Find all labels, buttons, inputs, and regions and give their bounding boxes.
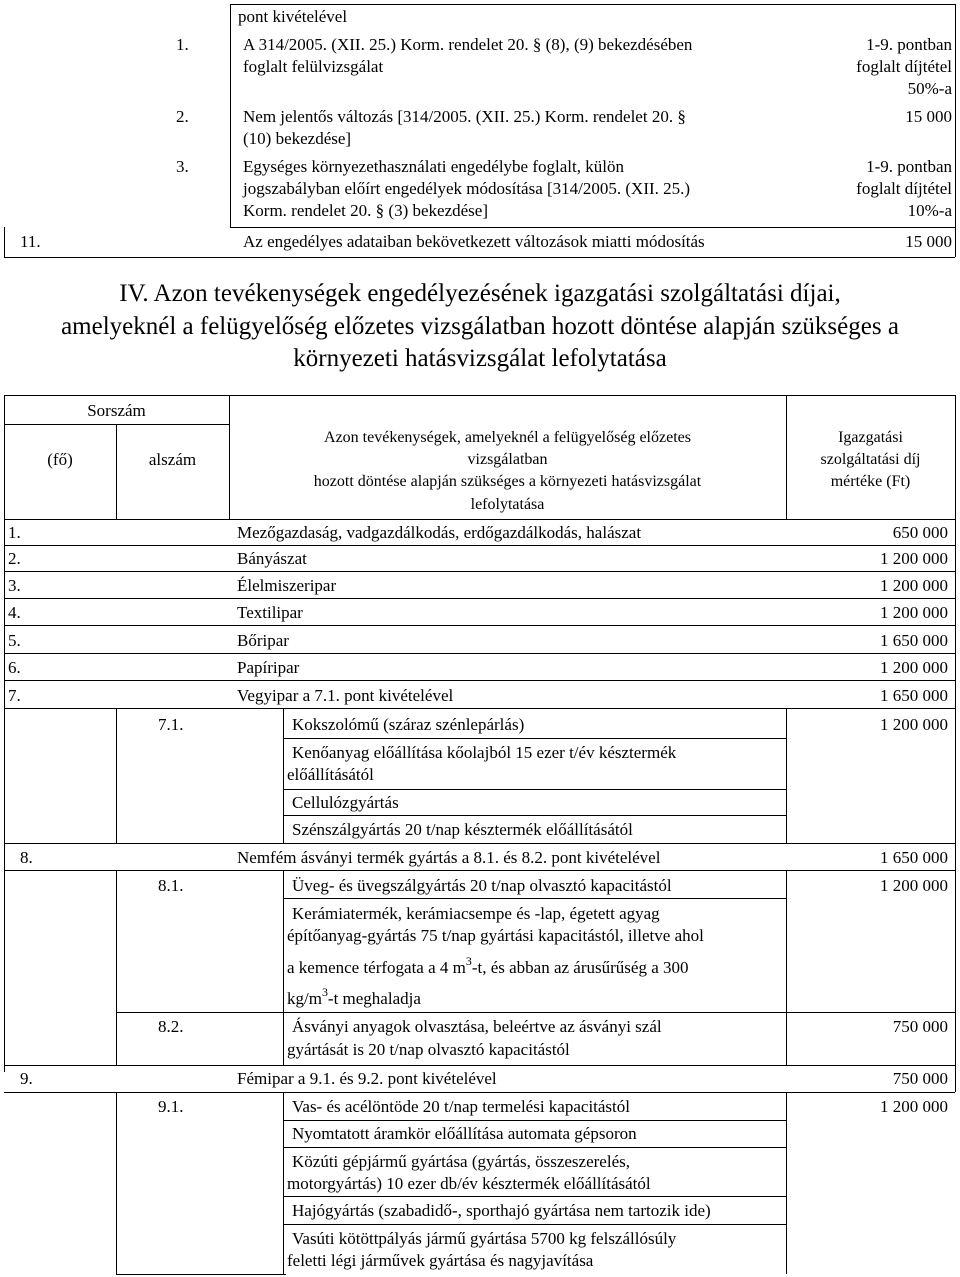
table-border xyxy=(4,708,955,709)
table-border xyxy=(4,843,955,844)
sub-item: feletti légi járművek gyártása és nagyjavítása xyxy=(287,1251,594,1270)
table-border xyxy=(283,1224,786,1225)
row-text: Fémipar a 9.1. és 9.2. pont kivételével xyxy=(237,1069,497,1088)
table-border xyxy=(283,1120,786,1121)
sub-item: építőanyag-gyártás 75 t/nap gyártási kapacitástól, illetve ahol xyxy=(287,926,704,945)
row-number: 9. xyxy=(20,1069,33,1088)
header-description: lefolytatása xyxy=(470,496,545,513)
row-text: Élelmiszeripar xyxy=(237,576,337,595)
table-border xyxy=(116,708,117,843)
sub-number: 7.1. xyxy=(158,715,184,734)
row-text: Nemfém ásványi termék gyártás a 8.1. és 8.2. pont kivételével xyxy=(237,848,661,867)
table-border xyxy=(4,870,955,871)
sub-item: Vasúti kötöttpályás jármű gyártása 5700 kg felszállósúly xyxy=(292,1229,677,1248)
row-fee: 50%-a xyxy=(907,79,952,98)
sub-item: Cellulózgyártás xyxy=(292,793,399,812)
row-text: Egységes környezethasználati engedélybe foglalt, külön xyxy=(243,157,624,176)
row-fee: 1 650 000 xyxy=(880,686,948,705)
table-border xyxy=(4,395,5,1072)
sub-item: a kemence térfogata a 4 $m^3-t$, és abban az árusűrűség a 300 xyxy=(287,954,689,977)
row-text: A 314/2005. (XII. 25.) Korm. rendelet 20. § (8), (9) bekezdésében xyxy=(243,35,693,54)
sub-item: Kokszolómű (száraz szénlepárlás) xyxy=(292,715,525,734)
table-border xyxy=(283,898,786,899)
header-description: hozott döntése alapján szükséges a környezeti hatásvizsgálat xyxy=(313,473,702,490)
row-fee: 10%-a xyxy=(907,201,952,220)
row-fee: 1 650 000 xyxy=(880,631,948,650)
sub-item: Üveg- és üvegszálgyártás 20 t/nap olvasztó kapacitástól xyxy=(292,876,672,895)
table-border xyxy=(283,870,284,1065)
header-fee: mértéke (Ft) xyxy=(830,473,911,490)
heading-line: amelyeknél a felügyelőség előzetes vizsgálatban hozott döntése alapján szükséges a xyxy=(61,313,899,340)
row-fee: 15 000 xyxy=(905,107,952,126)
table-border xyxy=(116,870,117,1065)
table-border xyxy=(4,1092,955,1093)
table-border xyxy=(4,395,955,396)
table-border xyxy=(4,571,955,572)
table-border xyxy=(283,815,786,816)
sub-number: 8.1. xyxy=(158,876,184,895)
table-border xyxy=(116,1092,117,1274)
top-table-border xyxy=(955,227,956,257)
header-fee: Igazgatási xyxy=(838,429,903,446)
row-fee: 650 000 xyxy=(892,523,948,542)
row-fee: 1 200 000 xyxy=(880,549,948,568)
table-border xyxy=(4,519,955,520)
table-border xyxy=(4,545,955,546)
row-number: 4. xyxy=(8,603,21,622)
row-number: 3. xyxy=(8,576,21,595)
row-fee: 750 000 xyxy=(892,1017,948,1036)
table-border xyxy=(4,1065,955,1066)
top-table-border xyxy=(230,4,955,5)
row-number: 11. xyxy=(20,232,41,251)
table-border xyxy=(283,1147,786,1148)
sub-item: előállításától xyxy=(287,765,374,784)
sub-item: Ásványi anyagok olvasztása, beleértve az ásványi szál xyxy=(292,1017,662,1036)
top-table-border xyxy=(230,4,231,227)
row-text: Az engedélyes adataiban bekövetkezett változások miatti módosítás xyxy=(243,232,705,251)
row-fee: 1-9. pontban xyxy=(866,157,952,176)
row-text: Nem jelentős változás [314/2005. (XII. 25.) Korm. rendelet 20. § xyxy=(243,107,686,126)
row-text: Bőripar xyxy=(237,631,289,650)
row-number: 5. xyxy=(8,631,21,650)
table-border xyxy=(4,653,955,654)
table-border xyxy=(283,708,284,843)
header-sorszam: Sorszám xyxy=(87,401,146,420)
top-table-border xyxy=(230,227,955,228)
row-number: 3. xyxy=(176,157,189,176)
row-text: Vegyipar a 7.1. pont kivételével xyxy=(237,686,454,705)
row-fee: 15 000 xyxy=(905,232,952,251)
row-fee: 1 200 000 xyxy=(880,576,948,595)
row-fee: 1 200 000 xyxy=(880,876,948,895)
table-border xyxy=(786,870,787,1065)
header-description: vizsgálatban xyxy=(467,451,548,468)
row-number: 2. xyxy=(176,107,189,126)
row-fee: 1-9. pontban xyxy=(866,35,952,54)
top-table-border xyxy=(4,257,955,258)
row-number: 6. xyxy=(8,658,21,677)
row-text: jogszabályban előírt engedélyek módosítása [314/2005. (XII. 25.) xyxy=(243,179,691,198)
row-text: Textilipar xyxy=(237,603,303,622)
table-border xyxy=(786,1092,787,1274)
sub-item: Vas- és acélöntöde 20 t/nap termelési kapacitástól xyxy=(292,1097,630,1116)
row-text: pont kivételével xyxy=(238,7,348,26)
sub-item: Hajógyártás (szabadidő-, sporthajó gyártása nem tartozik ide) xyxy=(292,1201,711,1220)
table-border xyxy=(116,424,117,519)
sub-item: Kerámiatermék, kerámiacsempe és -lap, égetett agyag xyxy=(292,904,660,923)
header-fee: szolgáltatási díj xyxy=(820,451,921,468)
sub-item: gyártását is 20 t/nap olvasztó kapacitástól xyxy=(287,1040,570,1059)
table-border xyxy=(283,1196,786,1197)
row-fee: 1 200 000 xyxy=(880,1097,948,1116)
row-text: (10) bekezdése] xyxy=(243,129,352,148)
sub-item: Közúti gépjármű gyártása (gyártás, összeszerelés, xyxy=(292,1152,630,1171)
row-number: 8. xyxy=(20,848,33,867)
table-border xyxy=(4,680,955,681)
top-table-border xyxy=(955,4,956,227)
row-text: Papíripar xyxy=(237,658,300,677)
table-border xyxy=(283,738,786,739)
table-border xyxy=(116,1012,955,1013)
row-fee: 750 000 xyxy=(892,1069,948,1088)
table-border xyxy=(955,395,956,1092)
row-text: Bányászat xyxy=(237,549,307,568)
table-border xyxy=(4,598,955,599)
row-fee: 1 200 000 xyxy=(880,603,948,622)
row-text: foglalt felülvizsgálat xyxy=(243,57,384,76)
sub-number: 9.1. xyxy=(158,1097,184,1116)
row-fee: foglalt díjtétel xyxy=(856,57,952,76)
row-text: Mezőgazdaság, vadgazdálkodás, erdőgazdálkodás, halászat xyxy=(237,523,642,542)
header-description: Azon tevékenységek, amelyeknél a felügyelőség előzetes xyxy=(324,429,691,446)
table-border xyxy=(116,1274,286,1275)
heading-line: környezeti hatásvizsgálat lefolytatása xyxy=(293,345,667,372)
table-border xyxy=(283,789,786,790)
sub-item: Kenőanyag előállítása kőolajból 15 ezer t/év késztermék xyxy=(292,743,677,762)
row-number: 1. xyxy=(8,523,21,542)
sub-item: $kg/m^3-t$ meghaladja xyxy=(287,985,421,1008)
row-fee: foglalt díjtétel xyxy=(856,179,952,198)
sub-number: 8.2. xyxy=(158,1017,184,1036)
row-text: Korm. rendelet 20. § (3) bekezdése] xyxy=(243,201,488,220)
sub-item: Nyomtatott áramkör előállítása automata gépsoron xyxy=(292,1124,637,1143)
row-fee: 1 200 000 xyxy=(880,658,948,677)
table-border xyxy=(4,625,955,626)
row-number: 1. xyxy=(176,35,189,54)
header-alszam: alszám xyxy=(148,450,197,469)
sub-item: motorgyártás) 10 ezer db/év késztermék előállításától xyxy=(287,1174,651,1193)
table-border xyxy=(786,708,787,843)
row-fee: 1 650 000 xyxy=(880,848,948,867)
sub-item: Szénszálgyártás 20 t/nap késztermék előállításától xyxy=(292,820,633,839)
row-number: 7. xyxy=(8,686,21,705)
table-border xyxy=(283,1092,284,1274)
row-fee: 1 200 000 xyxy=(880,715,948,734)
top-table-border xyxy=(4,227,5,257)
heading-line: IV. Azon tevékenységek engedélyezésének igazgatási szolgáltatási díjai, xyxy=(119,280,841,307)
row-number: 2. xyxy=(8,549,21,568)
header-fo: (fő) xyxy=(47,450,73,469)
